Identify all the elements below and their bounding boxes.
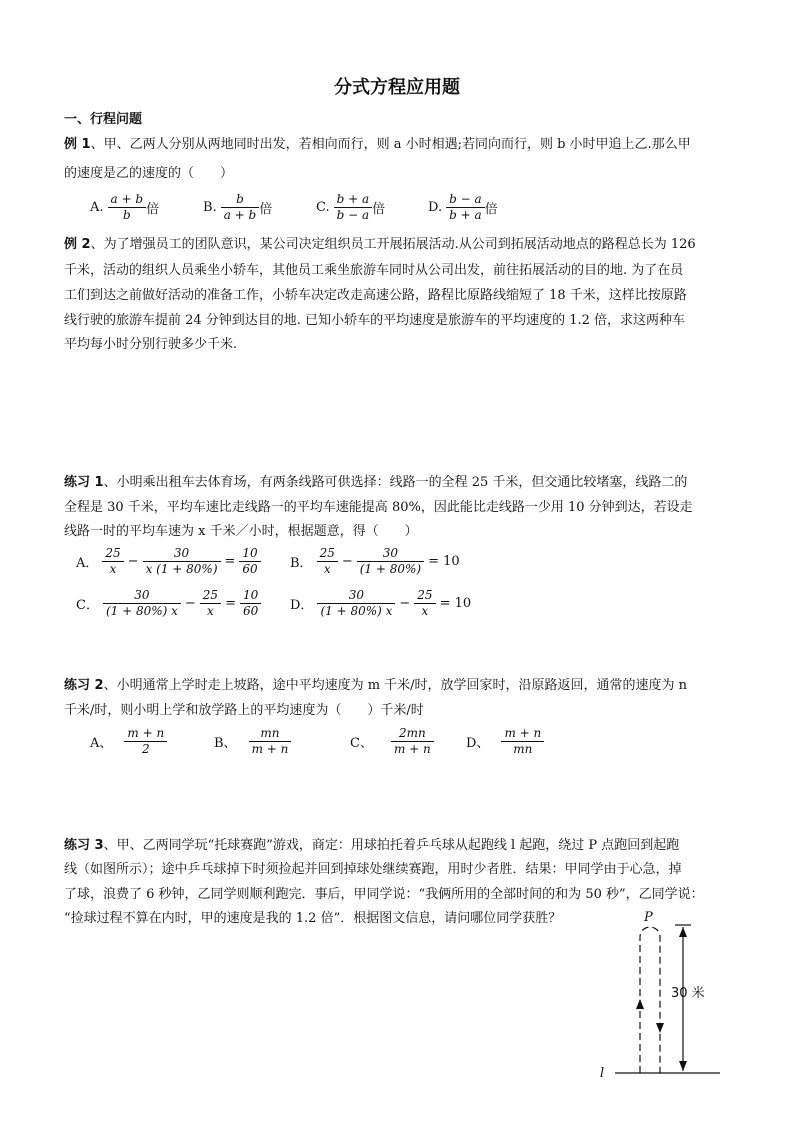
track-path [640, 927, 660, 1073]
example-1-option-d: D. $\frac{b - a}{b + a}$ 倍 [428, 192, 498, 222]
line-l-label: l [600, 1066, 605, 1081]
example-2-line-2: 千米，活动的组织人员乘坐小轿车，其他员工乘坐旅游车同时从公司出发，前往拓展活动的目的地. 为了在员 [64, 263, 684, 278]
practice-label: 练习 1 [64, 475, 104, 490]
practice-3-line-4: “捡球过程不算在内时，甲的速度是我的 1.2 倍”．根据图文信息，请问哪位同学获胜？ [64, 911, 562, 926]
example-1-line-2: 的速度是乙的速度的（ ） [64, 166, 234, 181]
practice-1-line-3: 线路一时的平均车速为 x 千米／小时，根据题意，得（ ） [64, 524, 418, 539]
fraction: $\frac{b + a}{b - a}$ [334, 192, 373, 223]
example-1-line-1: 例 1、甲、乙两人分别从两地同时出发，若相向而行，则 a 小时相遇;若同向而行，则 b 小时甲追上乙.那么甲 [64, 137, 691, 152]
example-1-option-c: C. $\frac{b + a}{b - a}$ 倍 [316, 192, 386, 222]
practice-label: 练习 2 [64, 678, 104, 693]
fraction: $\frac{a + b}{b}$ [108, 192, 147, 223]
practice-label: 练习 3 [64, 838, 104, 853]
example-2-line-5: 平均每小时分别行驶多少千米. [64, 337, 238, 352]
practice-1-option-c: C． $\frac{30}{(1 + 80\%) x}$ − $\frac{25}{x}$ = $\frac{10}{60}$ [76, 588, 261, 619]
example-label: 例 1 [64, 137, 91, 152]
practice-2-line-2: 千米/时，则小明上学和放学路上的平均速度为（ ）千米/时 [64, 703, 424, 718]
up-arrow-icon [636, 999, 644, 1009]
page-title: 分式方程应用题 [334, 77, 460, 98]
practice-3-line-3: 了球，浪费了 6 秒钟，乙同学则顺利跑完．事后，甲同学说：“我俩所用的全部时间的和为 50 秒”，乙同学说： [64, 887, 704, 902]
practice-2-option-a: A、 $\frac{m + n}{2}$ [90, 726, 167, 757]
example-1-option-a: A. $\frac{a + b}{b}$ 倍 [90, 192, 160, 222]
down-arrow-icon [656, 1023, 664, 1033]
dimension-arrow-up-icon [679, 927, 687, 937]
practice-1-line-1: 练习 1、小明乘出租车去体育场，有两条线路可供选择：线路一的全程 25 千米，但交通比较堵塞，线路二的 [64, 475, 688, 490]
practice-2-option-c: C、 $\frac{2mn}{m + n}$ [350, 726, 434, 757]
example-1-option-b: B. $\frac{b}{a + b}$ 倍 [203, 192, 273, 222]
example-2-line-3: 工们到达之前做好活动的准备工作，小轿车决定改走高速公路，路程比原路线缩短了 18 千米，这样比按原路 [64, 288, 687, 303]
fraction: $\frac{b}{a + b}$ [221, 192, 260, 223]
practice-2-option-d: D、 $\frac{m + n}{mn}$ [466, 726, 544, 757]
practice-1-option-b: B． $\frac{25}{x}$ − $\frac{30}{(1 + 80\%)}$ = 10 [290, 546, 460, 576]
race-diagram [595, 905, 735, 1085]
point-p-label: P [644, 910, 653, 925]
distance-label: 30 米 [671, 986, 705, 1001]
section-heading: 一、行程问题 [64, 112, 143, 127]
practice-2-line-1: 练习 2、小明通常上学时走上坡路，途中平均速度为 m 千米/时，放学回家时，沿原路返回，通常的速度为 n [64, 678, 688, 693]
example-2-line-1: 例 2、为了增强员工的团队意识，某公司决定组织员工开展拓展活动.从公司到拓展活动地点的路程总长为 126 [64, 237, 696, 252]
practice-3-line-1: 练习 3、甲、乙两同学玩“托球赛跑”游戏，商定：用球拍托着乒乓球从起跑线 l 起跑，绕过 P 点跑回到起跑 [64, 838, 680, 853]
fraction: $\frac{b - a}{b + a}$ [446, 192, 485, 223]
example-2-line-4: 线行驶的旅游车提前 24 分钟到达目的地. 已知小轿车的平均速度是旅游车的平均速度的 1.2 倍，求这两种车 [64, 313, 686, 328]
practice-2-option-b: B、 $\frac{mn}{m + n}$ [214, 726, 291, 757]
practice-3-line-2: 线（如图所示）；途中乒乓球掉下时须捡起并回到掉球处继续赛跑，用时少者胜．结果：甲同学由于心急，掉 [64, 862, 682, 877]
dimension-arrow-down-icon [679, 1061, 687, 1071]
practice-1-option-d: D． $\frac{30}{(1 + 80\%) x}$ − $\frac{25}{x}$ = 10 [290, 588, 472, 618]
practice-1-option-a: A． $\frac{25}{x}$ − $\frac{30}{x (1 + 80\%)}$ = $\frac{10}{60}$ [76, 546, 261, 577]
practice-1-line-2: 全程是 30 千米，平均车速比走线路一的平均车速能提高 80%，因此能比走线路一少用 10 分钟到达，若设走 [64, 500, 693, 515]
example-label: 例 2 [64, 237, 91, 252]
